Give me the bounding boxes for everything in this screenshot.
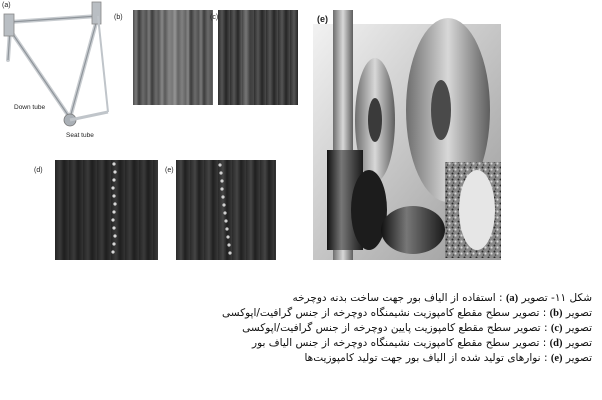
tape-rolls-illustration (313, 10, 501, 260)
figure-caption (32, 291, 592, 366)
boron-fiber-dots-d (55, 160, 158, 260)
micrograph-d (55, 160, 158, 260)
micrograph-e (176, 160, 276, 260)
caption-line-4-pre: تصویر (562, 337, 592, 349)
caption-line-2-key: (b) (549, 308, 563, 319)
panel-label-b: (b) (114, 14, 123, 21)
micrograph-c-band (238, 10, 254, 105)
micrograph-b (133, 10, 213, 105)
seat-tube-label: Seat tube (66, 132, 94, 139)
bike-frame-diagram (0, 0, 112, 140)
caption-line-3-post: : تصویر سطح مقطع کامپوزیت پایین دوچرخه از جنس گرافیت/اپوکسی (242, 322, 551, 334)
caption-line-1 (32, 291, 592, 306)
bike-frame-panel (0, 0, 112, 140)
caption-line-3-key: (c) (550, 323, 563, 334)
panel-label-e-small: (e) (165, 167, 174, 174)
caption-line-4 (32, 336, 592, 351)
micrograph-c (218, 10, 298, 105)
panel-label-e-large: (e) (317, 14, 328, 24)
caption-line-5-pre: تصویر (562, 352, 592, 364)
caption-line-4-key: (d) (549, 338, 563, 349)
caption-line-4-post: : تصویر سطح مقطع کامپوزیت نشیمنگاه دوچرخه از جنس الیاف بور (252, 337, 550, 349)
panel-label-c: (c) (210, 14, 219, 21)
caption-line-3 (32, 321, 592, 336)
caption-line-5-post: : نوارهای تولید شده از الیاف بور جهت تولید کامپوزیت‌ها (304, 352, 551, 364)
caption-line-1-post: : استفاده از الیاف بور جهت ساخت بدنه دوچرخه (292, 292, 506, 304)
caption-line-2 (32, 306, 592, 321)
caption-line-5 (32, 351, 592, 366)
panel-label-a: (a) (2, 2, 11, 9)
down-tube-label: Down tube (14, 104, 46, 111)
micrograph-b-band (159, 10, 189, 105)
caption-line-5-key: (e) (550, 353, 563, 364)
boron-fiber-dots-e (176, 160, 276, 260)
caption-line-1-key: (a) (505, 293, 519, 304)
caption-line-3-pre: تصویر (562, 322, 592, 334)
caption-line-1-pre: شکل ۱۱- تصویر (518, 292, 592, 304)
boron-tape-photo (313, 10, 501, 260)
panel-label-d: (d) (34, 167, 43, 174)
caption-line-2-pre: تصویر (562, 307, 592, 319)
caption-line-2-post: : تصویر سطح مقطع کامپوزیت نشیمنگاه دوچرخه از جنس گرافیت/اپوکسی (222, 307, 550, 319)
